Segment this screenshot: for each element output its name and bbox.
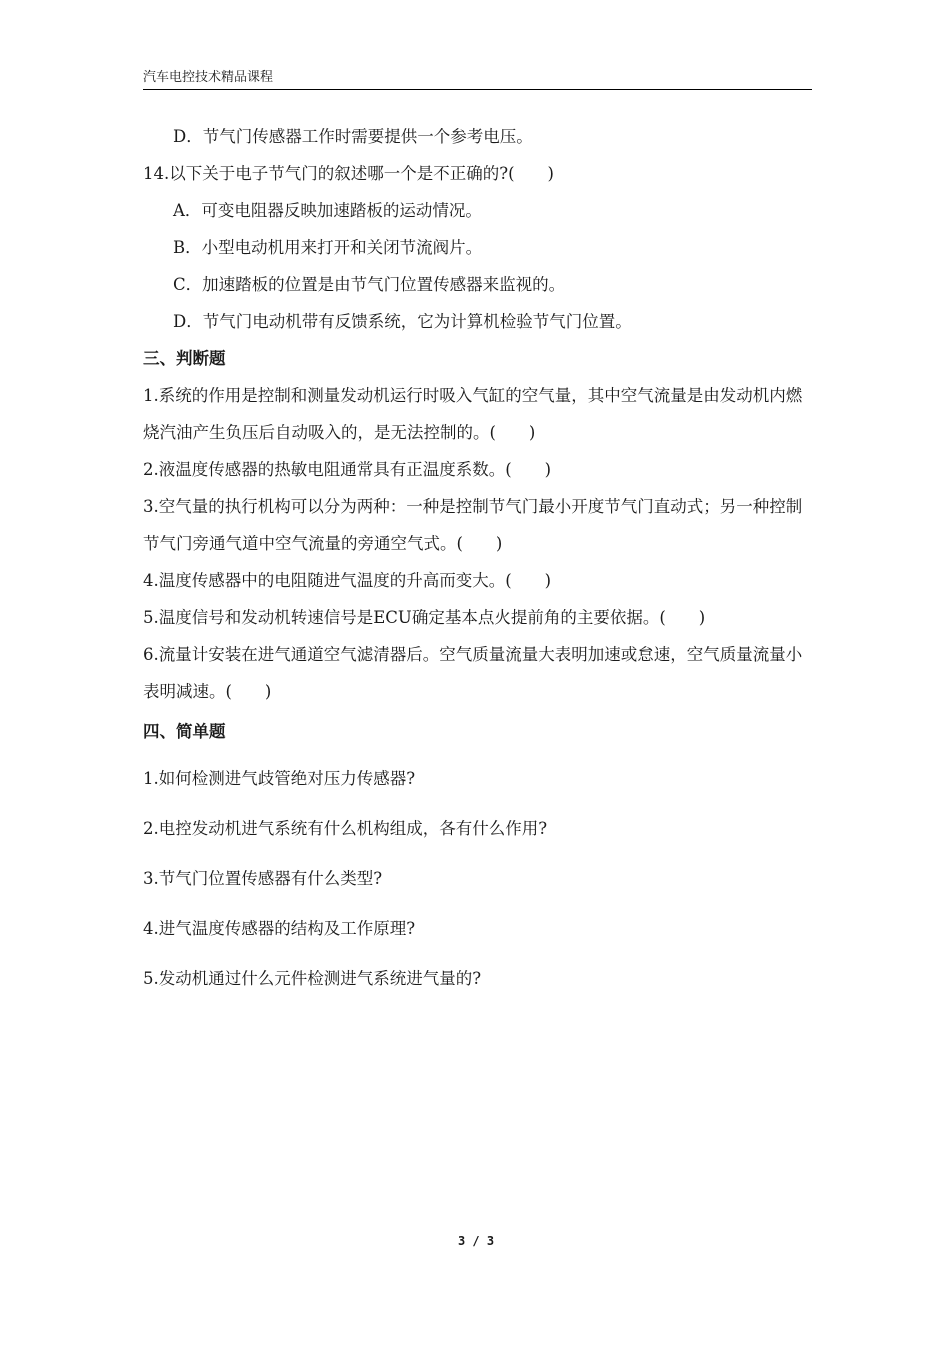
short-item-2: 2.电控发动机进气系统有什么机构组成，各有什么作用? [143,819,548,838]
section4-title: 四、简单题 [143,722,226,741]
q13-option-d: D．节气门传感器工作时需要提供一个参考电压。 [173,127,533,146]
short-item-4: 4.进气温度传感器的结构及工作原理? [143,919,416,938]
short-item-3: 3.节气门位置传感器有什么类型? [143,869,383,888]
page-number: 3 / 3 [457,1234,495,1248]
q14-question: 14.以下关于电子节气门的叙述哪一个是不正确的?( ) [143,164,554,183]
judge-item-6: 6.流量计安装在进气通道空气滤清器后。空气质量流量大表明加速或怠速，空气质量流量小表明减速。( ) [143,645,803,701]
q14-option-a: A．可变电阻器反映加速踏板的运动情况。 [173,201,482,220]
q14-option-c: C．加速踏板的位置是由节气门位置传感器来监视的。 [173,275,566,294]
q14-option-d: D．节气门电动机带有反馈系统，它为计算机检验节气门位置。 [173,312,632,331]
judge-item-4: 4.温度传感器中的电阻随进气温度的升高而变大。( ) [143,571,552,590]
short-item-1: 1.如何检测进气歧管绝对压力传感器? [143,769,416,788]
document-body [143,118,813,1004]
section3-title: 三、判断题 [143,349,226,368]
page-header [143,68,812,90]
judge-item-5: 5.温度信号和发动机转速信号是ECU确定基本点火提前角的主要依据。( ) [143,608,706,627]
judge-item-2: 2.液温度传感器的热敏电阻通常具有正温度系数。( ) [143,460,552,479]
short-item-5: 5.发动机通过什么元件检测进气系统进气量的? [143,969,482,988]
course-title: 汽车电控技术精品课程 [143,70,274,85]
judge-item-1: 1.系统的作用是控制和测量发动机运行时吸入气缸的空气量，其中空气流量是由发动机内燃烧汽油产生负压后自动吸入的，是无法控制的。( ) [143,386,803,442]
judge-item-3: 3.空气量的执行机构可以分为两种：一种是控制节气门最小开度节气门直动式；另一种控制节气门旁通气道中空气流量的旁通空气式。( ) [143,497,803,553]
q14-option-b: B．小型电动机用来打开和关闭节流阀片。 [173,238,483,257]
